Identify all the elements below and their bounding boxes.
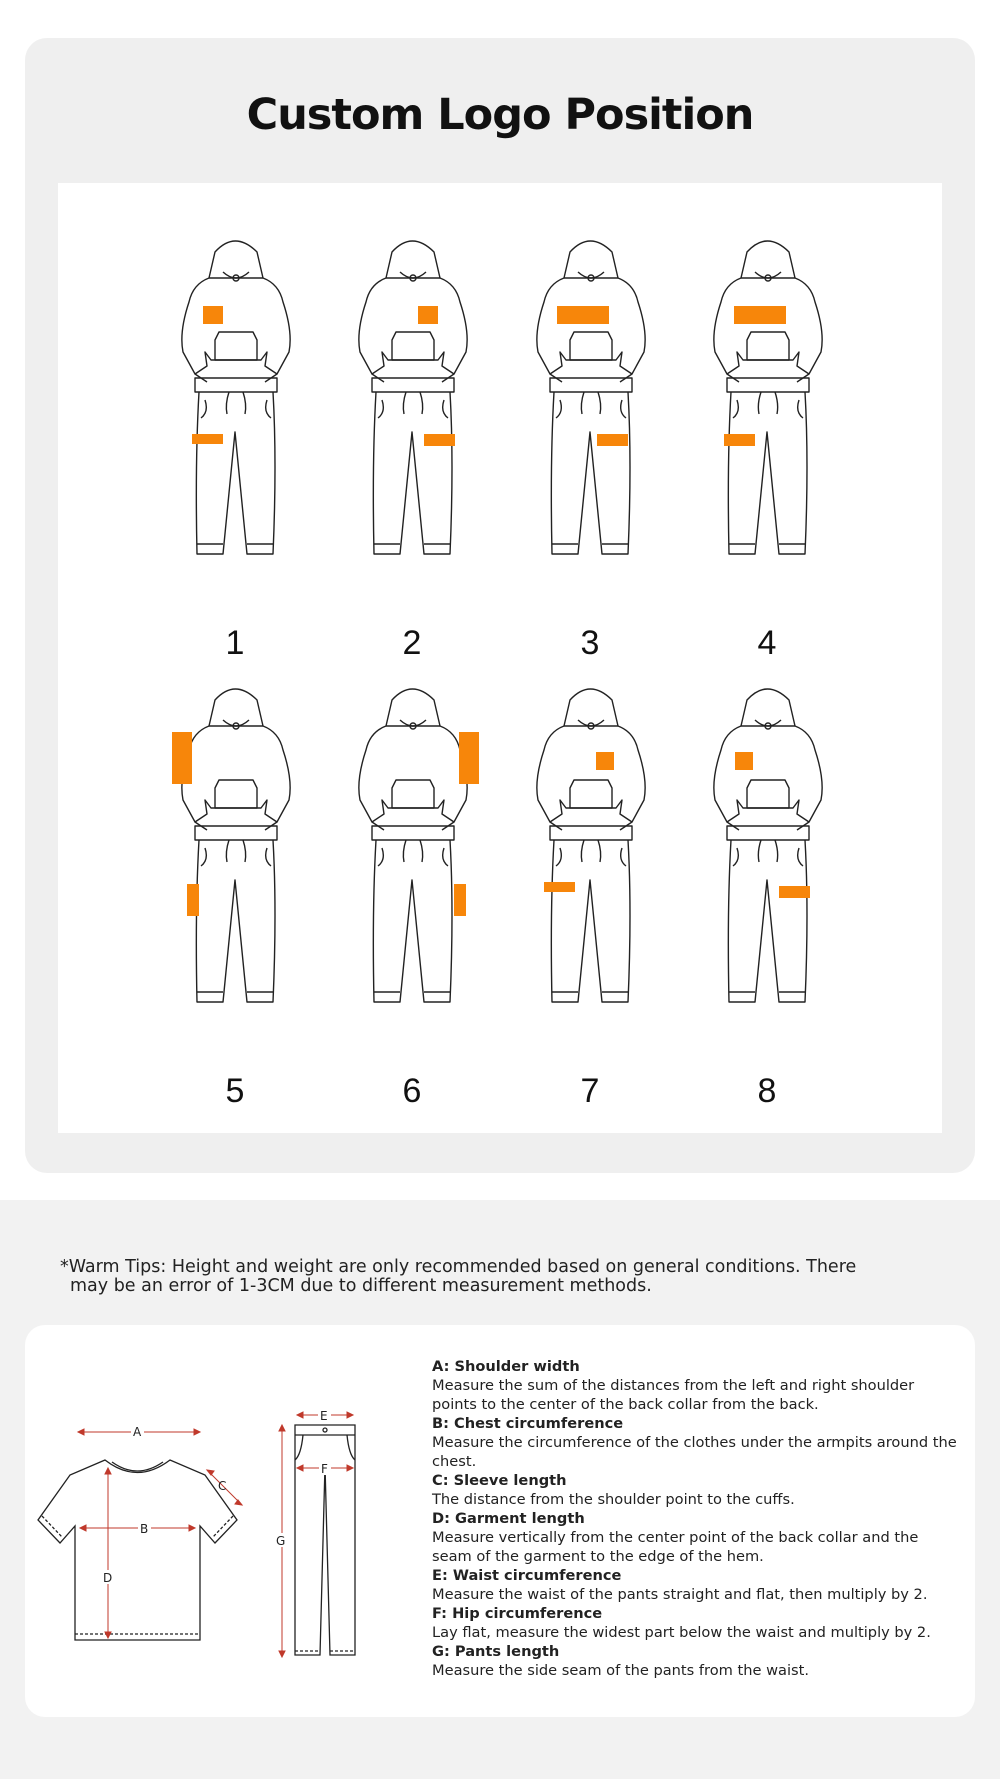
spec-item [432,1509,962,1566]
tracksuit-drawing [520,232,660,632]
label-d: D [103,1571,113,1585]
outfit-3 [520,232,660,672]
warm-tips [60,1258,940,1296]
spec-item [432,1471,962,1509]
outfit-4 [697,232,837,672]
spec-label: D: Garment length [432,1510,585,1527]
label-a: A [133,1425,142,1439]
spec-label: E: Waist circumference [432,1567,622,1584]
outfit-8 [697,680,837,1120]
position-number: 1 [225,624,245,662]
spec-label: G: Pants length [432,1643,560,1660]
spec-item [432,1604,962,1642]
tracksuit-drawing [165,680,305,1080]
tracksuit-drawing [342,232,482,632]
label-f: F [321,1462,328,1476]
measurement-specs [432,1357,962,1680]
position-number: 2 [402,624,422,662]
position-number: 5 [225,1072,245,1110]
tracksuit-drawing [697,232,837,632]
spec-item [432,1566,962,1604]
spec-item [432,1414,962,1471]
tracksuit-drawing [520,680,660,1080]
outfit-5 [165,680,305,1120]
position-number: 4 [757,624,777,662]
label-e: E [320,1409,328,1423]
pants-diagram [265,1405,385,1665]
spec-description: Measure vertically from the center point of the back collar and the seam of the garment to the edge of the hem. [432,1529,919,1565]
spec-item [432,1642,962,1680]
spec-label: A: Shoulder width [432,1358,580,1375]
page-title: Custom Logo Position [246,90,754,140]
spec-label: F: Hip circumference [432,1605,603,1622]
spec-description: Measure the side seam of the pants from the waist. [432,1662,809,1679]
outfit-1 [165,232,305,672]
spec-description: The distance from the shoulder point to the cuffs. [432,1491,795,1508]
outfit-7 [520,680,660,1120]
spec-description: Measure the circumference of the clothes under the armpits around the chest. [432,1434,957,1470]
label-g: G [276,1534,286,1548]
label-b: B [140,1522,149,1536]
tracksuit-drawing [165,232,305,632]
spec-description: Lay flat, measure the widest part below the waist and multiply by 2. [432,1624,931,1641]
label-c: C [218,1479,227,1493]
position-number: 7 [580,1072,600,1110]
spec-label: C: Sleeve length [432,1472,567,1489]
spec-description: Measure the waist of the pants straight and flat, then multiply by 2. [432,1586,928,1603]
spec-label: B: Chest circumference [432,1415,624,1432]
tshirt-diagram [30,1410,245,1650]
outfit-6 [342,680,482,1120]
tips-line-2: may be an error of 1-3CM due to different measurement methods. [70,1276,652,1296]
tracksuit-drawing [342,680,482,1080]
spec-item [432,1357,962,1414]
position-number: 3 [580,624,600,662]
outfit-2 [342,232,482,672]
tracksuit-drawing [697,680,837,1080]
tips-line-1: *Warm Tips: Height and weight are only recommended based on general conditions. There [60,1257,857,1277]
spec-description: Measure the sum of the distances from the left and right shoulder points to the center of the back collar from the back. [432,1377,915,1413]
position-number: 8 [757,1072,777,1110]
position-number: 6 [402,1072,422,1110]
